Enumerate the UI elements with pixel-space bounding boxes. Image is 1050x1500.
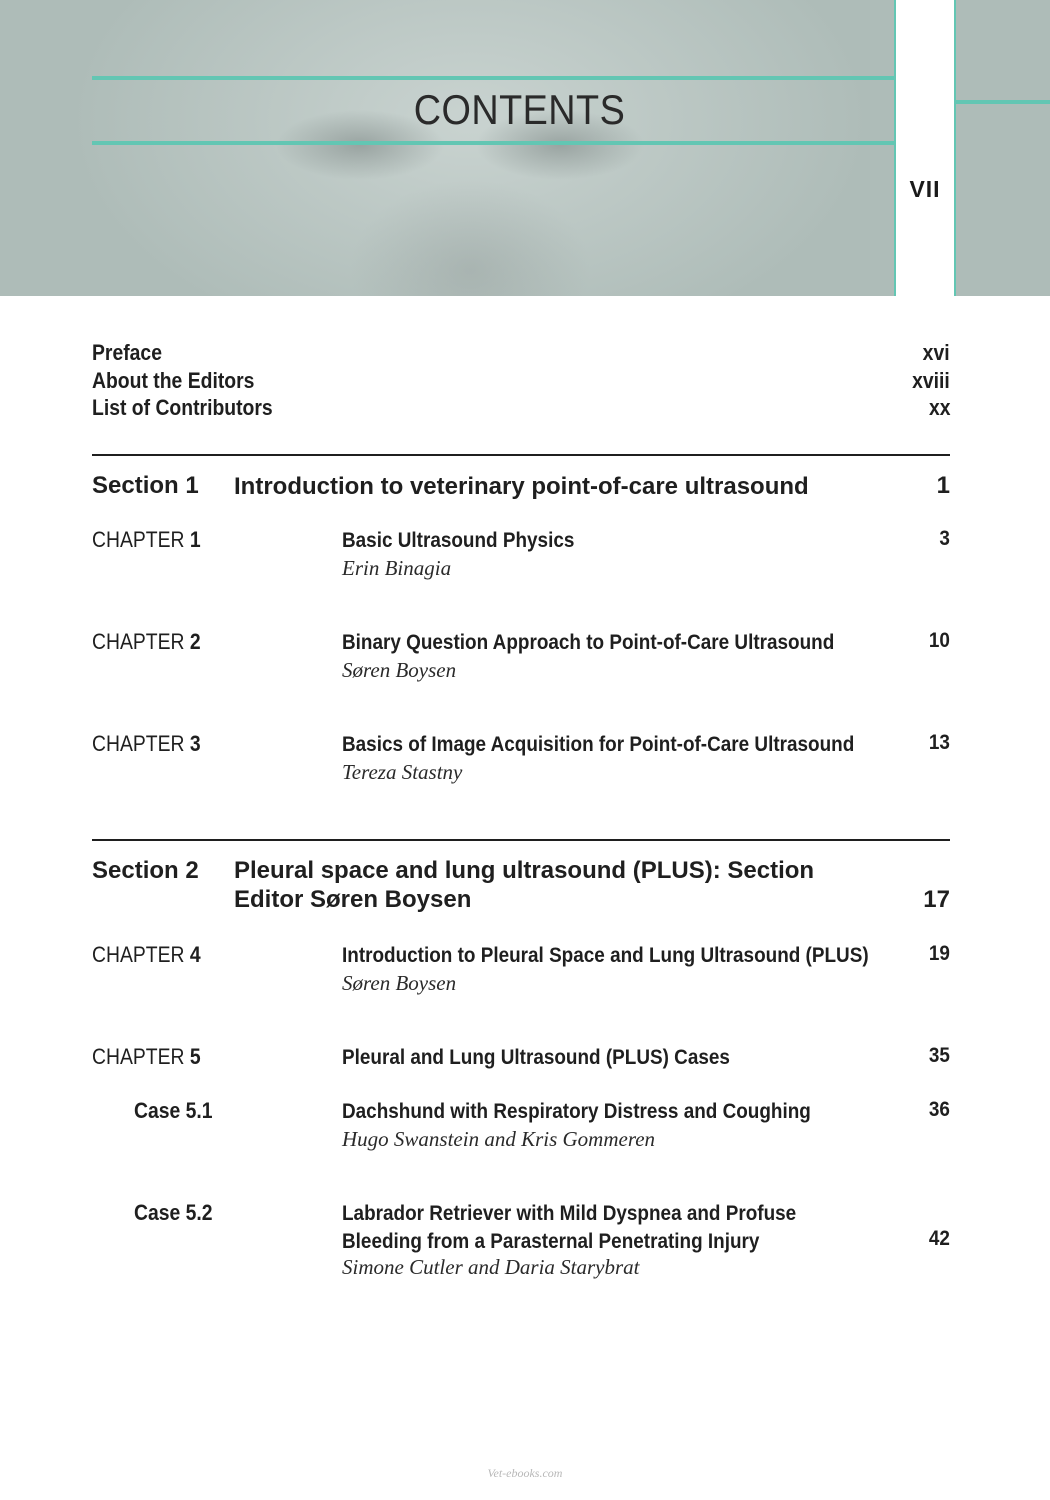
front-matter-title: Preface: [92, 340, 162, 365]
page-title: CONTENTS: [413, 86, 626, 133]
side-rule: [956, 100, 1050, 104]
case-title-line: Labrador Retriever with Mild Dyspnea and Profuse: [342, 1201, 797, 1225]
title-rule-top: [92, 76, 894, 80]
chapter-author: Tereza Stastny: [342, 760, 463, 784]
section-page: 1: [936, 472, 950, 499]
section-label: Section 2: [92, 857, 199, 884]
section-divider: [92, 839, 950, 841]
chapter-number: 2: [189, 629, 201, 654]
front-matter-item[interactable]: [92, 395, 950, 423]
chapter-label: CHAPTER 5: [92, 1044, 201, 1069]
title-rule-bottom: [92, 141, 894, 145]
front-matter-title: About the Editors: [92, 368, 255, 393]
chapter-number: 3: [189, 731, 201, 756]
chapter-label: CHAPTER 2: [92, 629, 201, 654]
chapter-number: 4: [189, 942, 201, 967]
case-title[interactable]: Dachshund with Respiratory Distress and Coughing: [342, 1099, 811, 1123]
section-title-line: Editor Søren Boysen: [234, 886, 472, 913]
case-label: Case 5.1: [134, 1098, 213, 1123]
chapter-title[interactable]: Basics of Image Acquisition for Point-of-Care Ultrasound: [342, 732, 855, 756]
chapter-page: 19: [928, 941, 950, 965]
chapter-author: Erin Binagia: [342, 556, 452, 580]
page-number-tab: [894, 0, 956, 296]
chapter-label: CHAPTER 3: [92, 731, 201, 756]
front-matter-page: xvi: [923, 340, 950, 365]
chapter-page: 13: [928, 730, 950, 754]
watermark: Vet-ebooks.com: [487, 1466, 563, 1480]
section-title[interactable]: [234, 856, 894, 914]
front-matter-item[interactable]: [92, 340, 950, 368]
case-author: Simone Cutler and Daria Starybrat: [342, 1255, 640, 1279]
chapter-author: Søren Boysen: [342, 971, 457, 995]
chapter-page: 10: [928, 628, 950, 652]
chapter-author: Søren Boysen: [342, 658, 457, 682]
chapter-title[interactable]: Basic Ultrasound Physics: [342, 528, 575, 552]
chapter-page: 3: [939, 526, 950, 550]
chapter-number: 1: [189, 527, 201, 552]
case-author: Hugo Swanstein and Kris Gommeren: [342, 1127, 656, 1151]
case-title-line: Bleeding from a Parasternal Penetrating Injury: [342, 1229, 760, 1253]
front-matter-page: xviii: [912, 368, 950, 393]
chapter-label: CHAPTER 4: [92, 942, 201, 967]
case-label: Case 5.2: [134, 1200, 213, 1225]
case-title[interactable]: [342, 1199, 932, 1255]
section-title[interactable]: Introduction to veterinary point-of-care ultrasound: [234, 473, 809, 500]
chapter-title[interactable]: Introduction to Pleural Space and Lung Ultrasound (PLUS): [342, 943, 869, 967]
front-matter-item[interactable]: [92, 368, 950, 396]
chapter-label: CHAPTER 1: [92, 527, 201, 552]
chapter-page: 35: [928, 1043, 950, 1067]
case-page: 42: [928, 1226, 950, 1250]
page-number: VII: [909, 176, 941, 202]
chapter-title[interactable]: Pleural and Lung Ultrasound (PLUS) Cases: [342, 1045, 730, 1069]
section-page: 17: [923, 886, 950, 913]
section-label: Section 1: [92, 472, 199, 499]
chapter-number: 5: [189, 1044, 201, 1069]
section-title-line: Pleural space and lung ultrasound (PLUS): Section: [234, 857, 815, 884]
front-matter-title: List of Contributors: [92, 395, 273, 420]
front-matter-page: xx: [928, 395, 950, 420]
section-divider: [92, 454, 950, 456]
case-page: 36: [928, 1097, 950, 1121]
header-banner: [0, 0, 1050, 296]
chapter-title[interactable]: Binary Question Approach to Point-of-Care Ultrasound: [342, 630, 835, 654]
